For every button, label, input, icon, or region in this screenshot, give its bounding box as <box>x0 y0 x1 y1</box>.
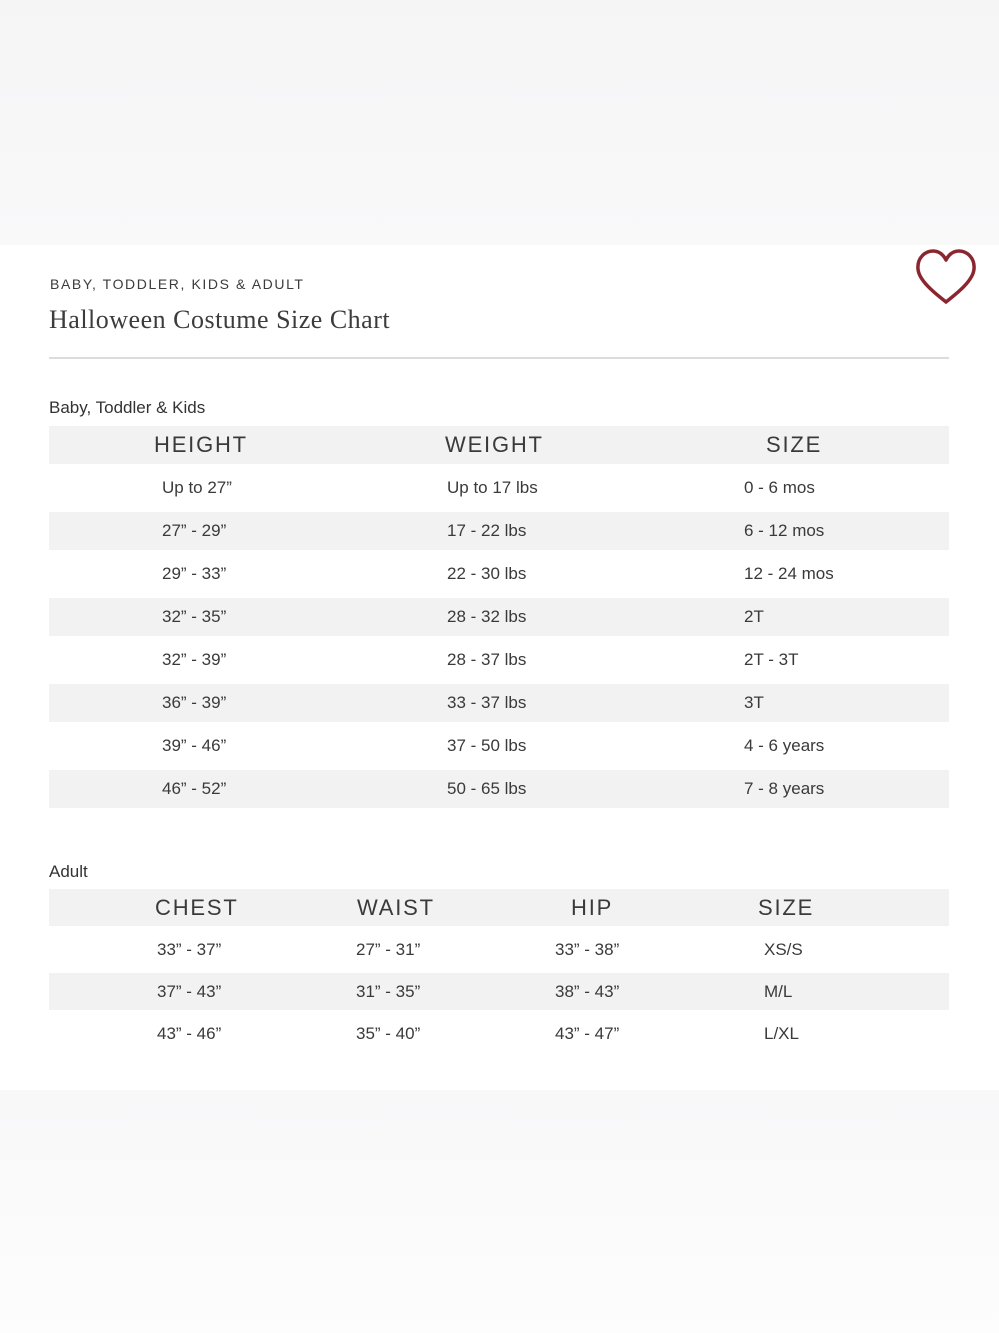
size-cell: M/L <box>764 982 793 1001</box>
height-cell: 39” - 46” <box>162 736 227 755</box>
height-cell: 27” - 29” <box>162 521 227 540</box>
column-header-size: SIZE <box>766 432 823 457</box>
table-row <box>49 727 949 765</box>
table-row <box>49 770 949 808</box>
kids-table-header <box>49 426 949 464</box>
table-row <box>49 931 949 968</box>
size-cell: L/XL <box>764 1024 799 1043</box>
column-header-hip: HIP <box>571 895 614 920</box>
eyebrow-label: BABY, TODDLER, KIDS & ADULT <box>50 276 305 292</box>
column-header-chest: CHEST <box>155 895 239 920</box>
column-header-height: HEIGHT <box>154 432 248 457</box>
size-cell: 6 - 12 mos <box>744 521 825 540</box>
weight-cell: Up to 17 lbs <box>447 478 538 497</box>
table-row <box>49 684 949 722</box>
header-divider <box>49 357 949 359</box>
height-cell: 36” - 39” <box>162 693 227 712</box>
size-cell: 2T <box>744 607 764 626</box>
weight-cell: 28 - 32 lbs <box>447 607 527 626</box>
table-row <box>49 512 949 550</box>
waist-cell: 27” - 31” <box>356 940 421 959</box>
column-header-size: SIZE <box>758 895 815 920</box>
adult-table-header <box>49 889 949 926</box>
table-row <box>49 1015 949 1052</box>
adult-section-label: Adult <box>49 862 88 881</box>
kids-section-label: Baby, Toddler & Kids <box>49 398 206 417</box>
size-cell: 3T <box>744 693 764 712</box>
height-cell: Up to 27” <box>162 478 232 497</box>
top-background <box>0 0 999 245</box>
waist-cell: 31” - 35” <box>356 982 421 1001</box>
size-cell: 12 - 24 mos <box>744 564 834 583</box>
kids-size-table <box>49 426 949 813</box>
page-title: Halloween Costume Size Chart <box>49 305 391 334</box>
table-row <box>49 555 949 593</box>
table-row <box>49 469 949 507</box>
height-cell: 32” - 39” <box>162 650 227 669</box>
weight-cell: 17 - 22 lbs <box>447 521 527 540</box>
chest-cell: 37” - 43” <box>157 982 222 1001</box>
adult-size-table <box>49 889 949 1057</box>
weight-cell: 50 - 65 lbs <box>447 779 527 798</box>
table-row <box>49 973 949 1010</box>
size-cell: 4 - 6 years <box>744 736 825 755</box>
size-cell: 2T - 3T <box>744 650 799 669</box>
column-header-waist: WAIST <box>357 895 435 920</box>
heart-icon[interactable] <box>913 247 979 307</box>
table-row <box>49 641 949 679</box>
column-header-weight: WEIGHT <box>445 432 544 457</box>
hip-cell: 38” - 43” <box>555 982 620 1001</box>
chest-cell: 33” - 37” <box>157 940 222 959</box>
size-cell: 7 - 8 years <box>744 779 825 798</box>
size-cell: 0 - 6 mos <box>744 478 815 497</box>
waist-cell: 35” - 40” <box>356 1024 421 1043</box>
size-chart-card <box>0 245 999 1090</box>
table-row <box>49 598 949 636</box>
weight-cell: 33 - 37 lbs <box>447 693 527 712</box>
hip-cell: 33” - 38” <box>555 940 620 959</box>
height-cell: 32” - 35” <box>162 607 227 626</box>
weight-cell: 22 - 30 lbs <box>447 564 527 583</box>
height-cell: 46” - 52” <box>162 779 227 798</box>
bottom-background <box>0 1090 999 1333</box>
chest-cell: 43” - 46” <box>157 1024 222 1043</box>
weight-cell: 28 - 37 lbs <box>447 650 527 669</box>
size-cell: XS/S <box>764 940 803 959</box>
height-cell: 29” - 33” <box>162 564 227 583</box>
hip-cell: 43” - 47” <box>555 1024 620 1043</box>
weight-cell: 37 - 50 lbs <box>447 736 527 755</box>
